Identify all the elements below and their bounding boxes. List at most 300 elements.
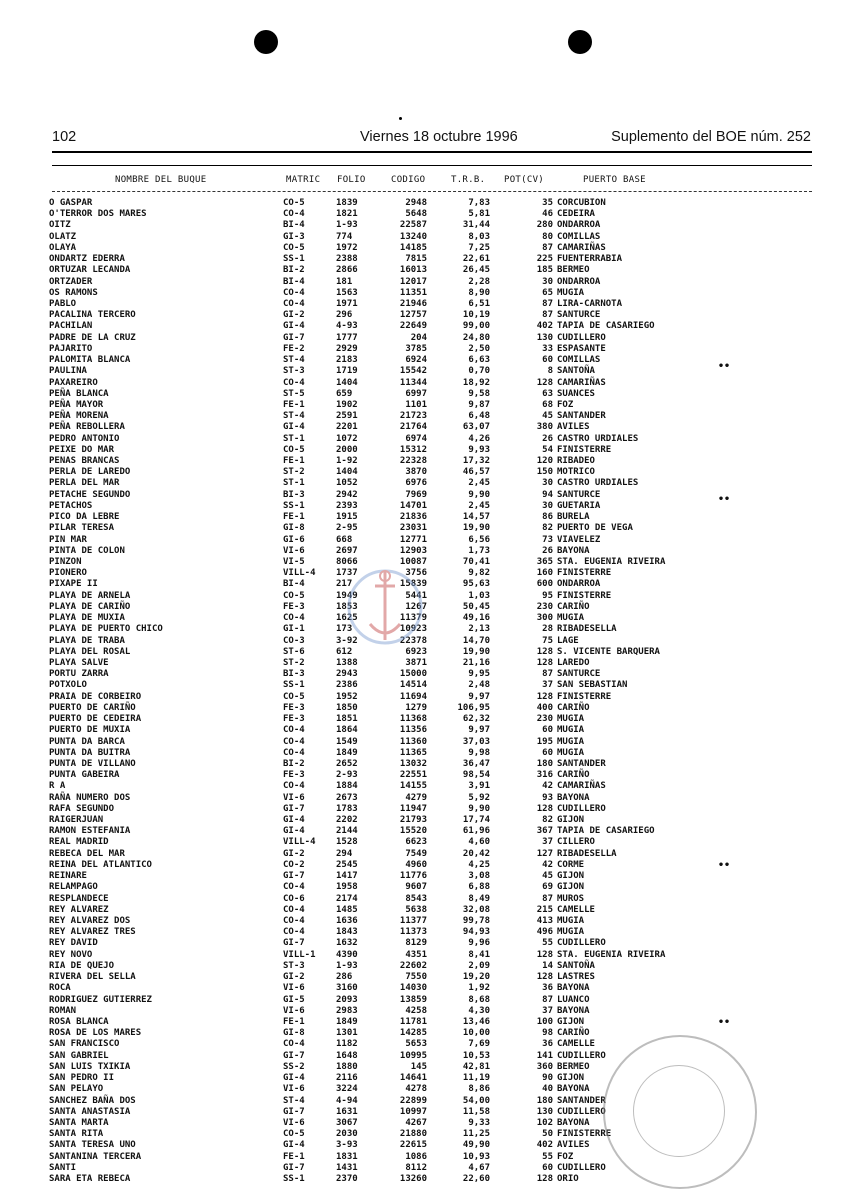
- pot-cv: 128: [536, 803, 553, 814]
- library-stamp: [603, 1035, 757, 1189]
- trb: 14,70: [462, 635, 490, 646]
- trb: 8,41: [468, 949, 490, 960]
- pot-cv: 68: [542, 399, 553, 410]
- puerto-base: LUANCO: [557, 994, 590, 1005]
- folio: 8066: [336, 557, 358, 567]
- pot-cv: 93: [542, 792, 553, 803]
- codigo: 13859: [399, 994, 427, 1005]
- table-row: [0, 535, 851, 546]
- matric: VI-6: [283, 983, 305, 994]
- puerto-base: GIJON: [557, 1016, 585, 1027]
- codigo: 13260: [399, 1174, 427, 1185]
- matric: CO-5: [283, 1129, 305, 1140]
- table-row: [0, 434, 851, 445]
- pot-cv: 120: [536, 456, 553, 467]
- trb: 13,46: [462, 1016, 490, 1027]
- codigo: 7550: [405, 972, 427, 983]
- folio: 1849: [336, 747, 358, 758]
- matric: VILL-4: [283, 568, 316, 579]
- puerto-base: COMILLAS: [557, 231, 601, 242]
- codigo: 11947: [399, 803, 427, 814]
- page-number: 102: [52, 129, 77, 145]
- puerto-base: SANTANDER: [557, 758, 606, 769]
- vessel-name: OLAYA: [49, 242, 77, 253]
- puerto-base: BAYONA: [557, 1084, 590, 1095]
- codigo: 6623: [405, 837, 427, 848]
- trb: 7,69: [468, 1039, 490, 1050]
- pot-cv: 230: [536, 601, 553, 612]
- publication-title: Suplemento del BOE núm. 252: [611, 129, 811, 145]
- matric: CO-5: [283, 691, 305, 702]
- table-row: [0, 546, 851, 557]
- trb: 10,00: [462, 1028, 490, 1039]
- codigo: 14701: [399, 500, 427, 511]
- puerto-base: GIJON: [557, 815, 585, 826]
- codigo: 11379: [399, 613, 427, 624]
- puerto-base: STA. EUGENIA RIVEIRA: [557, 949, 666, 960]
- folio: 2093: [336, 994, 358, 1005]
- matric: VILL-1: [283, 949, 316, 960]
- pot-cv: 185: [536, 265, 553, 276]
- vessel-name: R A: [49, 781, 66, 792]
- table-row: [0, 770, 851, 781]
- folio: 1880: [336, 1061, 358, 1072]
- vessel-name: PAJARITO: [49, 343, 93, 354]
- trb: 37,03: [462, 736, 490, 747]
- codigo: 21946: [399, 298, 427, 309]
- folio: 1-92: [336, 456, 358, 467]
- matric: FE-1: [283, 1151, 305, 1162]
- folio: 1902: [336, 399, 358, 410]
- codigo: 15000: [399, 669, 427, 680]
- pot-cv: 37: [542, 1005, 553, 1016]
- matric: GI-3: [283, 231, 305, 242]
- codigo: 7969: [405, 489, 427, 500]
- folio: 1884: [336, 781, 358, 792]
- folio: 2983: [336, 1005, 358, 1016]
- codigo: 11360: [399, 736, 427, 747]
- table-row: [0, 243, 851, 254]
- col-header-port: PUERTO BASE: [583, 175, 646, 185]
- col-header-trb: T.R.B.: [451, 175, 486, 185]
- trb: 19,90: [462, 523, 490, 534]
- trb: 2,45: [468, 500, 490, 511]
- folio: 1648: [336, 1050, 358, 1061]
- folio: 1485: [336, 904, 358, 915]
- vessel-name: RAMON ESTEFANIA: [49, 826, 131, 837]
- vessel-name: PAULINA: [49, 366, 87, 377]
- puerto-base: CUDILLERO: [557, 938, 606, 949]
- puerto-base: BERMEO: [557, 1061, 590, 1072]
- folio: 1404: [336, 467, 358, 478]
- matric: FE-2: [283, 343, 305, 354]
- puerto-base: MUGIA: [557, 916, 585, 926]
- matric: ST-4: [283, 355, 305, 366]
- trb: 106,95: [457, 702, 490, 713]
- matric: SS-1: [283, 500, 305, 511]
- trb: 18,92: [462, 377, 490, 388]
- folio: 1831: [336, 1151, 358, 1162]
- vessel-name: PLAYA SALVE: [49, 657, 109, 668]
- puerto-base: PUERTO DE VEGA: [557, 523, 633, 534]
- puerto-base: FINISTERRE: [557, 568, 612, 579]
- folio: 1-93: [336, 220, 358, 231]
- trb: 6,48: [468, 411, 490, 422]
- puerto-base: BAYONA: [557, 1117, 590, 1128]
- table-row: [0, 467, 851, 478]
- folio: 2201: [336, 422, 358, 433]
- puerto-base: MUGIA: [557, 927, 585, 938]
- table-row: [0, 849, 851, 860]
- table-row: [0, 344, 851, 355]
- folio: 181: [336, 276, 353, 287]
- punch-hole-left: [254, 30, 278, 54]
- trb: 6,88: [468, 882, 490, 893]
- folio: 2545: [336, 859, 358, 870]
- vessel-name: SANTANINA TERCERA: [49, 1151, 142, 1162]
- table-row: [0, 658, 851, 669]
- matric: FE-3: [283, 702, 305, 713]
- matric: VI-6: [283, 792, 305, 803]
- pot-cv: 87: [542, 893, 553, 904]
- folio: 296: [336, 310, 353, 321]
- pot-cv: 87: [542, 994, 553, 1005]
- vessel-name: PEÑA REBOLLERA: [49, 422, 125, 433]
- puerto-base: ONDARROA: [557, 276, 601, 287]
- matric: BI-3: [283, 669, 305, 680]
- trb: 4,26: [468, 433, 490, 444]
- trb: 98,54: [462, 770, 490, 781]
- trb: 11,25: [462, 1129, 490, 1140]
- codigo: 13240: [399, 231, 427, 242]
- puerto-base: SUANCES: [557, 388, 595, 399]
- puerto-base: CUDILLERO: [557, 1050, 606, 1061]
- matric: VI-6: [283, 1084, 305, 1095]
- table-row: [0, 871, 851, 882]
- puerto-base: CUDILLERO: [557, 332, 606, 343]
- puerto-base: FINISTERRE: [557, 444, 612, 455]
- folio: 1850: [336, 702, 358, 713]
- puerto-base: LAGE: [557, 635, 579, 646]
- pot-cv: 55: [542, 1151, 553, 1162]
- table-row: [0, 254, 851, 265]
- vessel-name: REY ALVAREZ DOS: [49, 916, 131, 926]
- table-row: [0, 983, 851, 994]
- pot-cv: 280: [536, 220, 553, 231]
- codigo: 6924: [405, 355, 427, 366]
- table-row: [0, 748, 851, 759]
- puerto-base: GUETARIA: [557, 500, 601, 511]
- codigo: 3756: [405, 568, 427, 579]
- trb: 9,58: [468, 388, 490, 399]
- puerto-base: CAMARIÑAS: [557, 377, 606, 388]
- folio: 1072: [336, 433, 358, 444]
- codigo: 22602: [399, 960, 427, 971]
- table-row: [0, 703, 851, 714]
- matric: CO-4: [283, 287, 305, 298]
- pot-cv: 28: [542, 624, 553, 635]
- trb: 2,13: [468, 624, 490, 635]
- vessel-name: ROSA DE LOS MARES: [49, 1028, 142, 1039]
- pot-cv: 50: [542, 1129, 553, 1140]
- matric: GI-5: [283, 994, 305, 1005]
- vessel-name: RIVERA DEL SELLA: [49, 972, 136, 983]
- pot-cv: 87: [542, 310, 553, 321]
- puerto-base: CUDILLERO: [557, 1106, 606, 1117]
- margin-mark: ••: [718, 1017, 731, 1028]
- vessel-name: PLAYA DE TRABA: [49, 635, 125, 646]
- vessel-name: SAN PEDRO II: [49, 1073, 115, 1084]
- codigo: 4278: [405, 1084, 427, 1095]
- table-row: [0, 725, 851, 736]
- puerto-base: RIBADESELLA: [557, 848, 617, 859]
- pot-cv: 130: [536, 332, 553, 343]
- puerto-base: FOZ: [557, 399, 574, 410]
- matric: GI-2: [283, 848, 305, 859]
- trb: 99,78: [462, 916, 490, 926]
- pot-cv: 55: [542, 938, 553, 949]
- puerto-base: CORCUBION: [557, 198, 606, 208]
- folio: 3224: [336, 1084, 358, 1095]
- puerto-base: CASTRO URDIALES: [557, 433, 639, 444]
- matric: ST-4: [283, 411, 305, 422]
- codigo: 15312: [399, 444, 427, 455]
- table-row: [0, 669, 851, 680]
- folio: 1843: [336, 927, 358, 938]
- puerto-base: FINISTERRE: [557, 1129, 612, 1140]
- trb: 0,70: [468, 366, 490, 377]
- puerto-base: ONDARROA: [557, 220, 601, 231]
- col-header-folio: FOLIO: [337, 175, 366, 185]
- puerto-base: AVILES: [557, 1140, 590, 1151]
- vessel-name: PEÑA MORENA: [49, 411, 109, 422]
- codigo: 22378: [399, 635, 427, 646]
- codigo: 22551: [399, 770, 427, 781]
- codigo: 15542: [399, 366, 427, 377]
- codigo: 3870: [405, 467, 427, 478]
- matric: ST-4: [283, 1095, 305, 1106]
- pot-cv: 400: [536, 702, 553, 713]
- puerto-base: VIAVELEZ: [557, 534, 601, 545]
- vessel-name: SAN LUIS TXIKIA: [49, 1061, 131, 1072]
- folio: 1417: [336, 871, 358, 882]
- matric: SS-1: [283, 254, 305, 265]
- pot-cv: 180: [536, 1095, 553, 1106]
- matric: CO-4: [283, 298, 305, 309]
- vessel-name: O GASPAR: [49, 198, 93, 208]
- codigo: 3785: [405, 343, 427, 354]
- codigo: 10995: [399, 1050, 427, 1061]
- vessel-name: RELAMPAGO: [49, 882, 98, 893]
- matric: CO-2: [283, 859, 305, 870]
- codigo: 15520: [399, 826, 427, 837]
- pot-cv: 95: [542, 590, 553, 601]
- trb: 2,28: [468, 276, 490, 287]
- folio: 1971: [336, 298, 358, 309]
- puerto-base: SANTOÑA: [557, 960, 595, 971]
- vessel-name: PUNTA DE VILLANO: [49, 758, 136, 769]
- pot-cv: 54: [542, 444, 553, 455]
- pot-cv: 60: [542, 747, 553, 758]
- puerto-base: COMILLAS: [557, 355, 601, 366]
- pot-cv: 45: [542, 871, 553, 882]
- vessel-name: ROCA: [49, 983, 71, 994]
- matric: ST-5: [283, 388, 305, 399]
- pot-cv: 225: [536, 254, 553, 265]
- vessel-name: OITZ: [49, 220, 71, 231]
- folio: 774: [336, 231, 353, 242]
- codigo: 7549: [405, 848, 427, 859]
- matric: GI-7: [283, 803, 305, 814]
- vessel-name: PEDRO ANTONIO: [49, 433, 120, 444]
- folio: 1839: [336, 198, 358, 208]
- page-header: [52, 129, 811, 149]
- puerto-base: CORME: [557, 859, 585, 870]
- matric: CO-4: [283, 725, 305, 736]
- matric: ST-3: [283, 960, 305, 971]
- vessel-name: OS RAMONS: [49, 287, 98, 298]
- table-row: [0, 232, 851, 243]
- pot-cv: 128: [536, 646, 553, 657]
- codigo: 1101: [405, 399, 427, 410]
- table-row: [0, 400, 851, 411]
- matric: GI-4: [283, 826, 305, 837]
- pot-cv: 402: [536, 321, 553, 332]
- pot-cv: 36: [542, 983, 553, 994]
- folio: 2393: [336, 500, 358, 511]
- trb: 9,82: [468, 568, 490, 579]
- pot-cv: 128: [536, 972, 553, 983]
- pot-cv: 365: [536, 557, 553, 567]
- table-row: [0, 927, 851, 938]
- puerto-base: SANTOÑA: [557, 366, 595, 377]
- vessel-name: PABLO: [49, 298, 77, 309]
- trb: 2,45: [468, 478, 490, 489]
- pot-cv: 14: [542, 960, 553, 971]
- codigo: 22328: [399, 456, 427, 467]
- puerto-base: MUGIA: [557, 725, 585, 736]
- table-row: [0, 310, 851, 321]
- vessel-name: PRAIA DE CORBEIRO: [49, 691, 142, 702]
- puerto-base: LAREDO: [557, 657, 590, 668]
- folio: 1952: [336, 691, 358, 702]
- vessel-name: SANTA MARTA: [49, 1117, 109, 1128]
- vessel-name: SARA ETA REBECA: [49, 1174, 131, 1185]
- table-row: [0, 793, 851, 804]
- pot-cv: 40: [542, 1084, 553, 1095]
- table-row: [0, 781, 851, 792]
- matric: CO-4: [283, 613, 305, 624]
- vessel-name: PACHILAN: [49, 321, 93, 332]
- puerto-base: FOZ: [557, 1151, 574, 1162]
- codigo: 14514: [399, 680, 427, 691]
- table-row: [0, 1028, 851, 1039]
- pot-cv: 73: [542, 534, 553, 545]
- matric: GI-2: [283, 972, 305, 983]
- folio: 1777: [336, 332, 358, 343]
- pot-cv: 82: [542, 523, 553, 534]
- vessel-name: PIN MAR: [49, 534, 87, 545]
- trb: 9,33: [468, 1117, 490, 1128]
- puerto-base: CILLERO: [557, 837, 595, 848]
- trb: 19,90: [462, 646, 490, 657]
- codigo: 5653: [405, 1039, 427, 1050]
- folio: 1549: [336, 736, 358, 747]
- trb: 50,45: [462, 601, 490, 612]
- vessel-name: PEÑA MAYOR: [49, 399, 104, 410]
- col-header-pot: POT(CV): [504, 175, 545, 185]
- trb: 10,19: [462, 310, 490, 321]
- matric: GI-8: [283, 1028, 305, 1039]
- trb: 26,45: [462, 265, 490, 276]
- matric: CO-5: [283, 198, 305, 208]
- folio: 4-94: [336, 1095, 358, 1106]
- header-rule: [52, 151, 812, 153]
- puerto-base: AVILES: [557, 422, 590, 433]
- puerto-base: GIJON: [557, 871, 585, 882]
- trb: 10,93: [462, 1151, 490, 1162]
- matric: GI-7: [283, 938, 305, 949]
- trb: 11,58: [462, 1106, 490, 1117]
- vessel-name: PERLA DEL MAR: [49, 478, 120, 489]
- table-row: [0, 916, 851, 927]
- trb: 4,25: [468, 859, 490, 870]
- codigo: 15839: [399, 579, 427, 590]
- vessel-name: PLAYA DEL ROSAL: [49, 646, 131, 657]
- trb: 61,96: [462, 826, 490, 837]
- folio: 2652: [336, 758, 358, 769]
- trb: 9,96: [468, 938, 490, 949]
- folio: 1821: [336, 209, 358, 220]
- codigo: 9607: [405, 882, 427, 893]
- codigo: 21723: [399, 411, 427, 422]
- table-row: [0, 938, 851, 949]
- vessel-name: ONDARTZ EDERRA: [49, 254, 125, 265]
- trb: 10,53: [462, 1050, 490, 1061]
- puerto-base: RIBADESELLA: [557, 624, 617, 635]
- folio: 1958: [336, 882, 358, 893]
- codigo: 11344: [399, 377, 427, 388]
- codigo: 11356: [399, 725, 427, 736]
- puerto-base: FUENTERRABIA: [557, 254, 623, 265]
- table-row: [0, 333, 851, 344]
- table-top-rule: [52, 165, 812, 166]
- folio: 2116: [336, 1073, 358, 1084]
- vessel-name: OLATZ: [49, 231, 77, 242]
- trb: 9,90: [468, 803, 490, 814]
- vessel-name: REBECA DEL MAR: [49, 848, 125, 859]
- pot-cv: 46: [542, 209, 553, 220]
- trb: 9,93: [468, 444, 490, 455]
- codigo: 6923: [405, 646, 427, 657]
- folio: 1949: [336, 590, 358, 601]
- trb: 9,98: [468, 747, 490, 758]
- folio: 1563: [336, 287, 358, 298]
- trb: 9,97: [468, 691, 490, 702]
- trb: 8,68: [468, 994, 490, 1005]
- pot-cv: 496: [536, 927, 553, 938]
- pot-cv: 90: [542, 1073, 553, 1084]
- puerto-base: BERMEO: [557, 265, 590, 276]
- codigo: 145: [410, 1061, 427, 1072]
- table-row: [0, 422, 851, 433]
- puerto-base: CEDEIRA: [557, 209, 595, 220]
- folio: 2202: [336, 815, 358, 826]
- codigo: 16013: [399, 265, 427, 276]
- folio: 3-92: [336, 635, 358, 646]
- codigo: 10923: [399, 624, 427, 635]
- matric: BI-4: [283, 220, 305, 231]
